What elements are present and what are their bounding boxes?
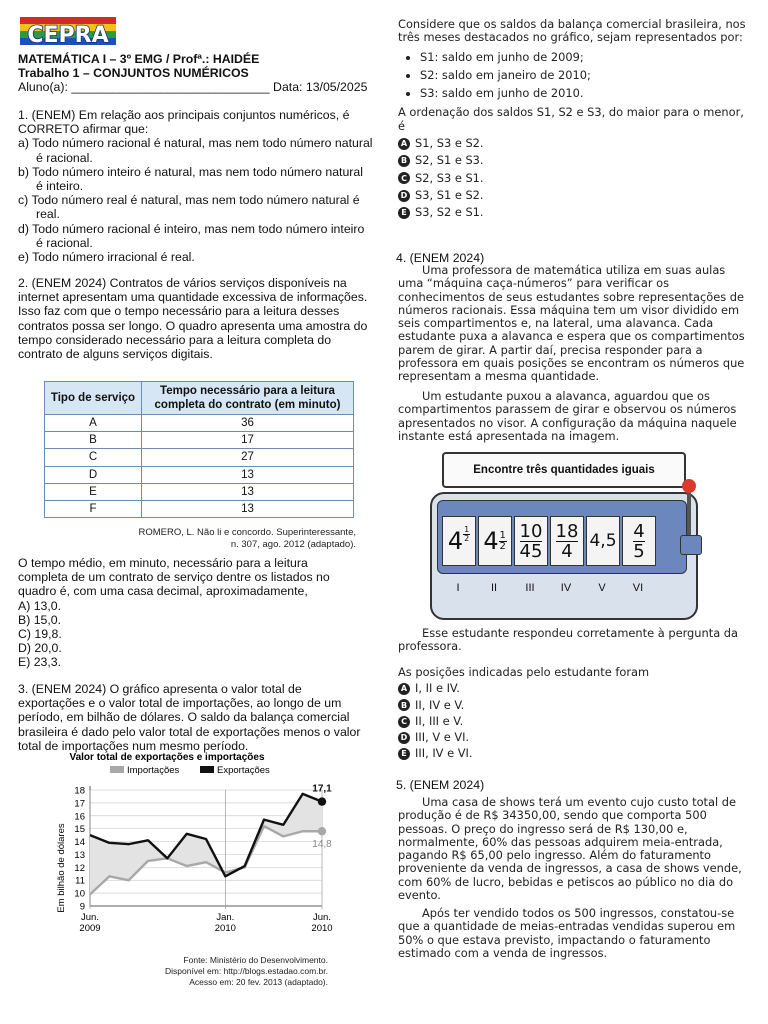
option-text: S2, S1 e S3.	[415, 153, 484, 168]
frac-den: 2	[499, 540, 506, 552]
table-cell: B	[45, 432, 142, 449]
option-text: III, IV e VI.	[415, 746, 473, 761]
table-cell: E	[45, 483, 142, 500]
exp-den: 2	[464, 533, 470, 543]
option-badge: A	[398, 683, 410, 695]
q5-paragraph-2: Após ter vendido todos os 500 ingressos, constatou-se que a quantidade de meias-entradas vendidas superou em 50% o que estava previsto, impactando o faturamento estimado com a venda de ingressos.	[398, 906, 736, 960]
slot-4	[550, 516, 584, 566]
source-line: Fonte: Ministério do Desenvolvimento.	[183, 955, 328, 965]
imports-end-point	[318, 827, 326, 835]
table-row	[45, 432, 354, 449]
legend-imports: Importações	[127, 765, 180, 776]
option-badge: A	[398, 138, 410, 150]
table-cell: 36	[142, 415, 354, 432]
source-line: Disponível em: http://blogs.estadao.com.br.	[164, 966, 328, 976]
y-tick-label: 13	[74, 849, 85, 861]
y-tick-label: 18	[74, 785, 85, 797]
lever-knob[interactable]	[682, 479, 696, 493]
list-item: • S2: saldo em janeiro de 2010;	[420, 69, 750, 82]
y-tick-label: 10	[74, 888, 85, 900]
slot-1	[442, 516, 476, 566]
work-title: Trabalho 1 – CONJUNTOS NUMÉRICOS	[18, 66, 249, 81]
q4-question-text: As posições indicadas pelo estudante foram	[398, 665, 650, 679]
y-tick-label: 15	[74, 824, 85, 836]
x-tick-label: 2009	[79, 923, 101, 934]
q1-option-c[interactable]: c) Todo número real é natural, mas nem todo número natural é real.	[18, 193, 360, 222]
data-label: 17,1	[312, 783, 332, 795]
exp-num: 1	[464, 524, 470, 534]
table-header-time: Tempo necessário para a leitura completa do contrato (em minuto)	[142, 382, 354, 415]
option-badge: D	[398, 190, 410, 202]
q2-question-text: O tempo médio, em minuto, necessário para a leitura completa de um contrato de serviço dentre os listados no quadro é, com uma casa decimal, aproximadamente,	[18, 556, 330, 599]
frac-den: 4	[561, 540, 573, 562]
source-line: ROMERO, L. Não li e concordo. Superinteressante,	[138, 527, 356, 538]
option-badge: C	[398, 716, 410, 728]
q1-option-e[interactable]: e) Todo número irracional é real.	[18, 250, 195, 265]
option-text: II, IV e V.	[415, 697, 465, 712]
slot-2	[478, 516, 512, 566]
list-item: • S3: saldo em junho de 2010.	[420, 87, 750, 100]
table-cell: D	[45, 466, 142, 483]
slot-1-base: 4	[447, 527, 464, 555]
q4-question	[398, 666, 750, 764]
option-badge: C	[398, 172, 410, 184]
table-row	[45, 500, 354, 517]
option-badge: B	[398, 699, 410, 711]
q3-option-b[interactable]	[398, 154, 750, 167]
option-text: S2, S3 e S1.	[415, 170, 484, 185]
q5-title: 5. (ENEM 2024)	[396, 778, 485, 792]
frac-num: 1	[499, 529, 506, 541]
option-badge: D	[398, 732, 410, 744]
q3-intro: Considere que os saldos da balança comercial brasileira, nos três meses destacados no gráfico, sejam representados por:	[398, 17, 746, 45]
frac-den: 45	[519, 540, 543, 562]
slot-6	[622, 516, 656, 566]
frac-num: 4	[633, 520, 645, 542]
header	[18, 52, 373, 95]
table-cell: F	[45, 500, 142, 517]
table-row	[45, 483, 354, 500]
option-text: S1, S3 e S2.	[415, 136, 484, 151]
chart-marks	[90, 794, 326, 895]
q4-option-b[interactable]	[398, 699, 750, 712]
position-label: IV	[560, 582, 572, 594]
table-cell: 13	[142, 466, 354, 483]
q5-paragraph-1: Uma casa de shows terá um evento cujo custo total de produção é de R$ 34350,00, sendo que comporta 500 pessoas. O preço do ingresso será de R$ 130,00 e, normalmente, 60% das pessoas adquirem meia-entrada, pagando R$ 65,00 pelo ingresso. Além do faturamento proveniente da venda de ingressos, a casa de shows vende, com 60% de lucro, bebidas e petiscos ao público no dia do evento.	[398, 795, 742, 903]
y-tick-label: 12	[74, 862, 85, 874]
q1-option-b[interactable]: b) Todo número inteiro é natural, mas nem todo número natural é inteiro.	[18, 164, 363, 194]
table-cell: 17	[142, 432, 354, 449]
question-2	[18, 276, 370, 361]
frac-num: 18	[555, 520, 579, 542]
lever-base	[680, 535, 702, 555]
q4-option-a[interactable]	[398, 682, 750, 695]
option-text: I, II e IV.	[415, 681, 460, 696]
x-tick-label: Jan.	[216, 912, 235, 923]
table-cell: 13	[142, 483, 354, 500]
q1-stem: 1. (ENEM) Em relação aos principais conjuntos numéricos, é CORRETO afirmar que:	[18, 108, 350, 137]
frac-den: 5	[633, 540, 645, 562]
q2-option-c[interactable]: C) 19,8.	[18, 627, 62, 642]
q2-option-e[interactable]: E) 23,3.	[18, 655, 62, 670]
slot-1-exponent	[463, 526, 470, 543]
slot-3-fraction	[520, 522, 543, 561]
machine-title: Encontre três quantidades iguais	[442, 452, 686, 488]
option-text: II, III e V.	[415, 713, 464, 728]
q4-option-e[interactable]	[398, 747, 750, 760]
table-header-type: Tipo de serviço	[45, 382, 142, 415]
y-tick-label: 9	[79, 901, 85, 913]
q3-option-e[interactable]	[398, 206, 750, 219]
q3-question: A ordenação dos saldos S1, S2 e S3, do maior para o menor, é	[398, 105, 744, 133]
q2-option-d[interactable]: D) 20,0.	[18, 641, 62, 656]
slot-5: 4,5	[586, 516, 620, 566]
table-row	[45, 415, 354, 432]
q2-source	[44, 527, 356, 551]
position-label: VI	[632, 582, 644, 594]
question-3	[18, 682, 370, 753]
y-tick-label: 14	[74, 837, 85, 849]
table-cell: A	[45, 415, 142, 432]
y-tick-label: 11	[75, 875, 85, 887]
x-tick-label: 2010	[311, 923, 333, 934]
q3-option-d[interactable]	[398, 189, 750, 202]
legend-exports: Exportações	[217, 765, 270, 776]
q3-stem: 3. (ENEM 2024) O gráfico apresenta o valor total de exportações e o valor total de importações, ao longo de um período, em bilhão de dólares. O saldo da balança comercial brasileira é dado pelo valor total de exportações menos o valor total de importações num mesmo período.	[18, 682, 361, 753]
table-cell: C	[45, 449, 142, 466]
trade-balance-chart	[52, 750, 352, 950]
x-tick-label: Jun.	[81, 912, 99, 923]
school-logo	[18, 14, 118, 48]
table-row	[45, 449, 354, 466]
q2-option-a[interactable]: A) 13,0.	[18, 598, 62, 613]
frac-num: 10	[519, 520, 543, 542]
student-line[interactable]: Aluno(a): _____________________________ Data: 13/05/2025	[18, 80, 368, 95]
option-badge: E	[398, 748, 410, 760]
option-badge: E	[398, 207, 410, 219]
position-label: I	[456, 582, 460, 594]
q2-question	[18, 556, 358, 670]
q4-paragraph-1: Uma professora de matemática utiliza em suas aulas uma “máquina caça-números” para verificar os conhecimentos de seus estudantes sobre representações de números racionais. Essa máquina tem um visor dividido em seis compartimentos e, na lateral, uma alavanca. Cada estudante puxa a alavanca e espera que os compartimentos parem de girar. A partir daí, precisa responder para a professora em quais posições se encontram os números que representam a mesma quantidade.	[398, 263, 745, 384]
q3-option-a[interactable]	[398, 137, 750, 150]
slot-2-whole: 4	[483, 527, 499, 555]
x-tick-label: 2010	[214, 923, 236, 934]
q4-options	[398, 682, 750, 760]
logo-text: CEPRA	[27, 23, 109, 48]
q4-paragraph-2: Um estudante puxou a alavanca, aguardou que os compartimentos parassem de girar e observou os números apresentados no visor. A configuração da máquina naquele instante está apresentada na imagem.	[398, 389, 737, 443]
data-label: 14,8	[312, 839, 332, 851]
table-row	[45, 466, 354, 483]
table-cell: 27	[142, 449, 354, 466]
source-line: Acesso em: 20 fev. 2013 (adaptado).	[189, 977, 328, 987]
q4-option-c[interactable]	[398, 715, 750, 728]
q3-continuation	[398, 18, 750, 224]
q2-stem: 2. (ENEM 2024) Contratos de vários serviços disponíveis na internet apresentam uma quantidade excessiva de informações. Isso faz com que o tempo necessário para a leitura desses contratos possa ser longo. O quadro apresenta uma amostra do tempo considerado necessário para a leitura completa do contrato de alguns serviços digitais.	[18, 276, 368, 362]
course-line: MATEMÁTICA I – 3º EMG / Profª.: HAIDÉE	[18, 52, 260, 66]
q3-source	[120, 955, 328, 988]
y-axis-label: Em bilhão de dólares	[56, 823, 67, 913]
q1-option-d[interactable]: d) Todo número racional é inteiro, mas nem todo número inteiro é racional.	[18, 221, 365, 250]
slot-3	[514, 516, 548, 566]
legend-swatch-exports	[200, 766, 214, 773]
q4-title: 4. (ENEM 2024)	[396, 251, 485, 265]
position-label: V	[598, 582, 606, 594]
option-badge: B	[398, 155, 410, 167]
q4-option-d[interactable]	[398, 731, 750, 744]
q4-paragraph-3: Esse estudante respondeu corretamente à pergunta da professora.	[398, 626, 739, 654]
x-tick-label: Jun.	[313, 912, 331, 923]
contract-time-table	[44, 381, 354, 518]
q1-option-a[interactable]: a) Todo número racional é natural, mas nem todo número natural é racional.	[18, 136, 373, 165]
slot-6-fraction	[633, 522, 644, 561]
q3-option-c[interactable]	[398, 172, 750, 185]
position-label: III	[525, 582, 535, 594]
question-1	[18, 108, 373, 264]
y-tick-label: 17	[74, 798, 85, 810]
lever-rod[interactable]	[687, 487, 691, 537]
chart-title: Valor total de exportações e importações	[69, 752, 265, 763]
y-tick-label: 16	[74, 811, 85, 823]
option-text: S3, S1 e S2.	[415, 187, 484, 202]
position-label: II	[490, 582, 498, 594]
legend-swatch-imports	[110, 766, 124, 773]
slot-4-fraction	[556, 522, 579, 561]
list-item: • S1: saldo em junho de 2009;	[420, 51, 750, 64]
exports-end-point	[318, 797, 326, 805]
saldo-list	[398, 51, 750, 101]
q3-options	[398, 137, 750, 219]
option-text: III, V e VI.	[415, 730, 470, 745]
source-line: n. 307, ago. 2012 (adaptado).	[230, 539, 356, 550]
table-cell: 13	[142, 500, 354, 517]
option-text: S3, S2 e S1.	[415, 205, 484, 220]
slot-2-fraction	[499, 531, 507, 552]
q2-option-b[interactable]: B) 15,0.	[18, 612, 62, 627]
